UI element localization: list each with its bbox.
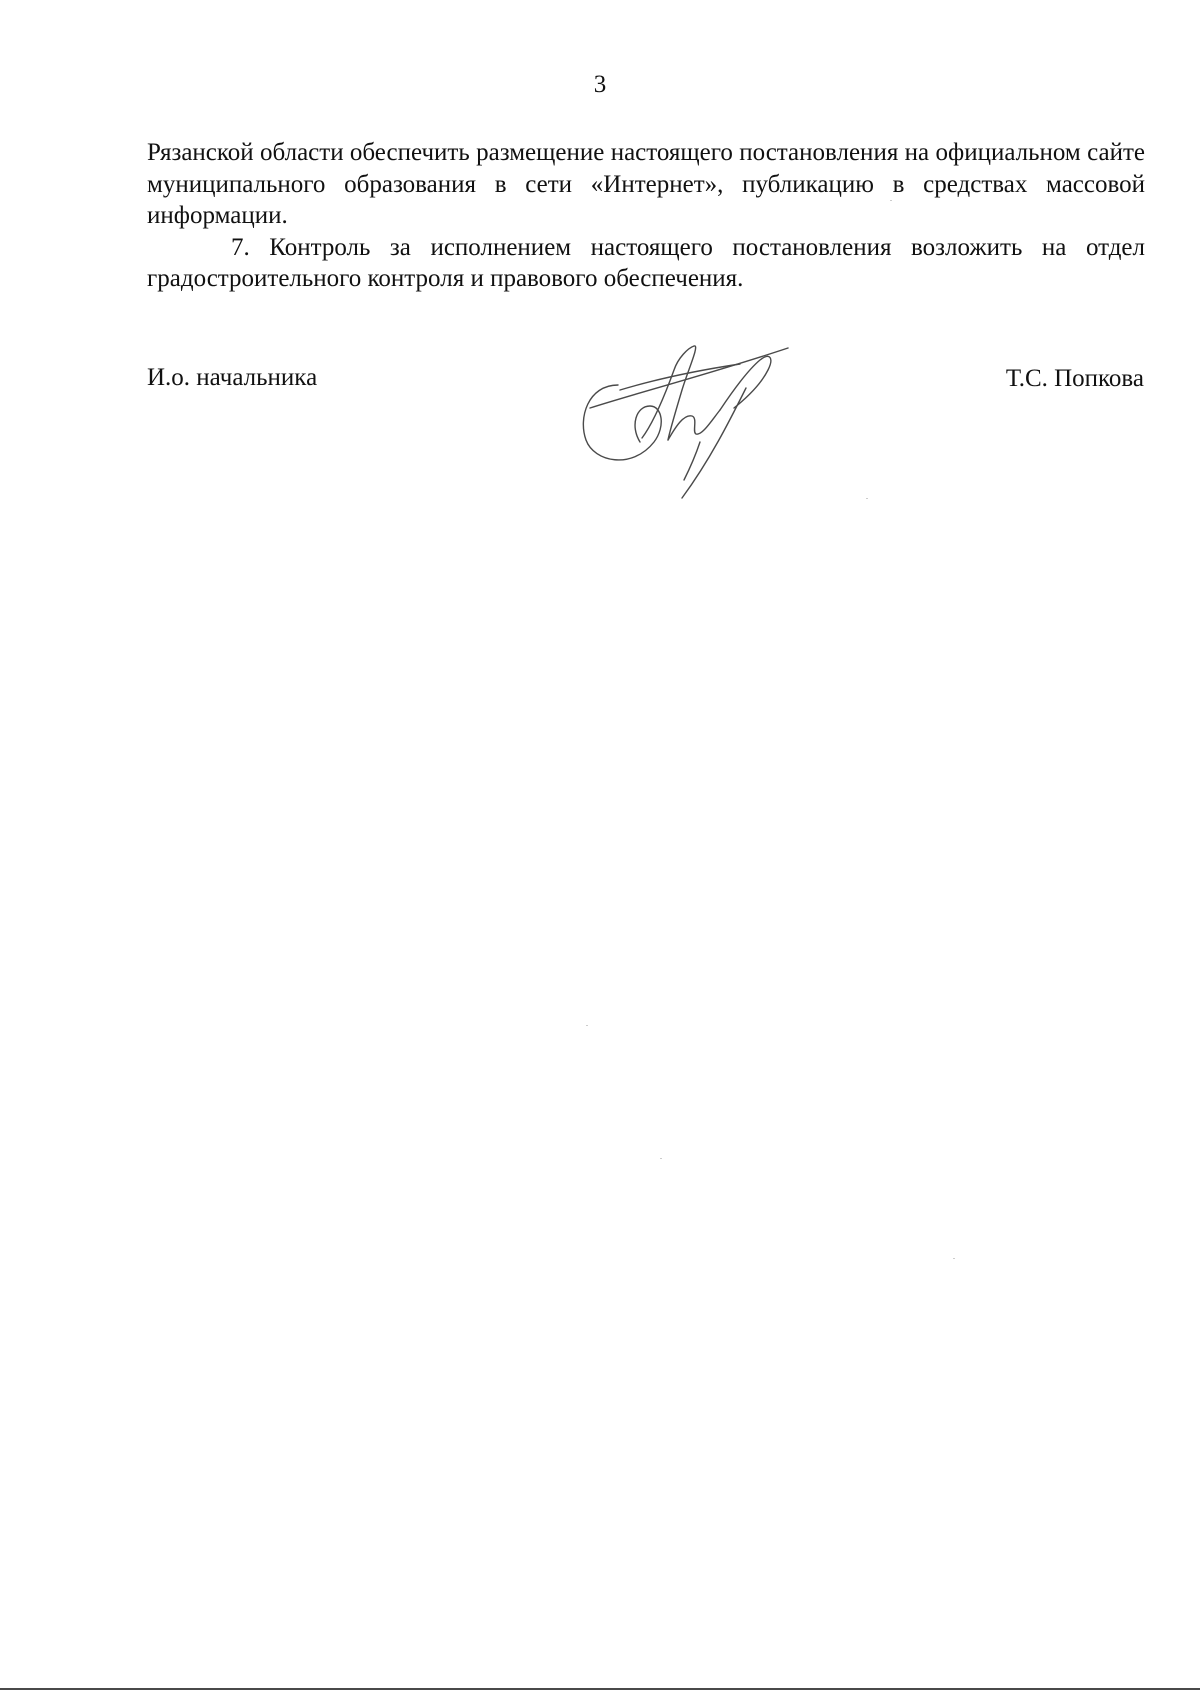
scan-speck (866, 498, 868, 499)
scan-speck (953, 1258, 955, 1259)
signatory-title: И.о. начальника (147, 364, 318, 391)
scan-speck (660, 1158, 662, 1159)
handwritten-signature (570, 330, 810, 505)
scan-speck (586, 1025, 588, 1026)
page-number: 3 (593, 71, 607, 98)
scan-speck (890, 200, 892, 201)
document-body (147, 137, 1145, 295)
signatory-name: Т.С. Попкова (1005, 365, 1144, 392)
scan-bottom-edge (0, 1688, 1200, 1690)
paragraph-item-7: 7. Контроль за исполнением настоящего постановления возложить на отдел градостроительного контроля и правового обеспечения. (147, 233, 1145, 292)
paragraph-continuation: Рязанской области обеспечить размещение настоящего постановления на официальном сайте муниципального образования в сети «Интернет», публикацию в средствах массовой информации. (147, 139, 1145, 229)
